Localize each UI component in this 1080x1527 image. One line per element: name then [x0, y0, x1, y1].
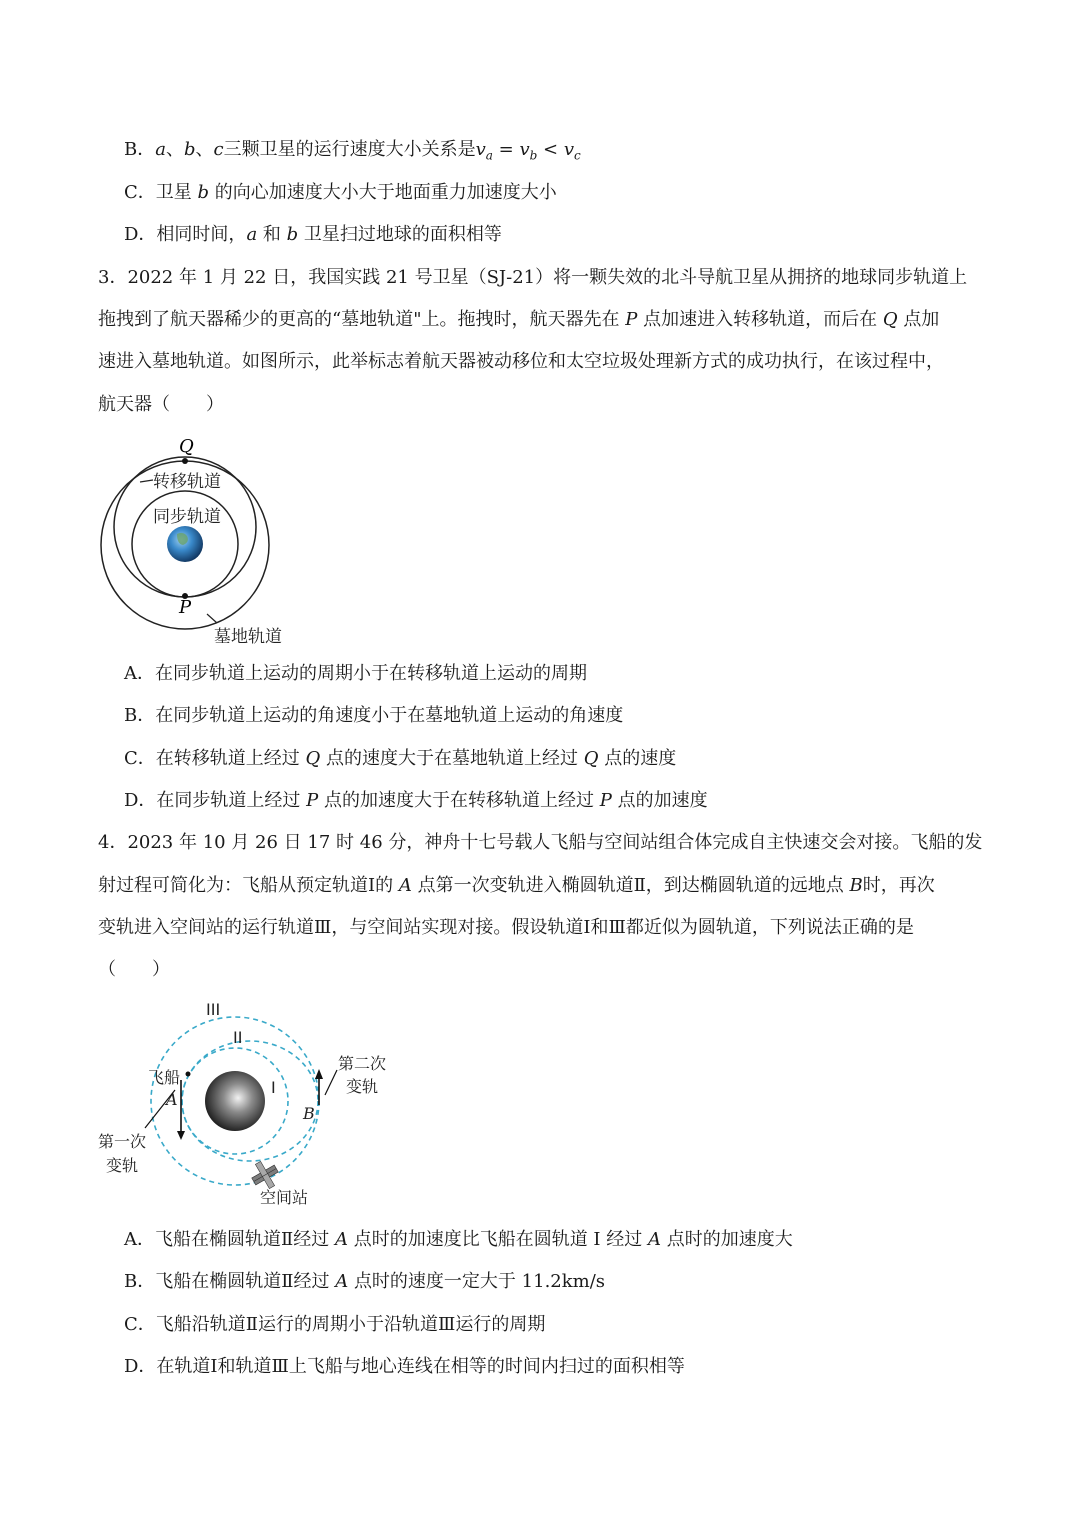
second-change-leader-line	[325, 1070, 337, 1095]
figure-label-q: Q	[179, 436, 194, 457]
figure-label-III: III	[206, 1000, 221, 1019]
q3-option-b: B．在同步轨道上运动的角速度小于在墓地轨道上运动的角速度	[124, 705, 624, 726]
figure-label-second-change-1: 第二次	[338, 1054, 387, 1073]
option-label: C．卫星	[124, 182, 192, 203]
q3-option-a: A．在同步轨道上运动的周期小于在转移轨道上运动的周期	[124, 663, 587, 684]
option-text: 点的加速度	[617, 790, 708, 811]
option-text: 的向心加速度大小大于地面重力加速度大小	[214, 182, 557, 203]
point-a: A	[648, 1229, 661, 1250]
formula: $v_a = v_b < v_c$	[475, 139, 581, 163]
q3-stem-line-4: 航天器（ ）	[98, 394, 224, 415]
option-label: B．	[124, 139, 156, 160]
stem-text: 射过程可简化为：飞船从预定轨道Ⅰ的	[98, 875, 394, 896]
var-a: a	[246, 224, 258, 245]
point-p: P	[599, 790, 612, 811]
separator: 、	[195, 139, 214, 160]
figure-label-I: I	[271, 1078, 276, 1097]
option-label: D．相同时间，	[124, 224, 247, 245]
var-b: b	[197, 182, 210, 203]
option-text: 点时的速度一定大于 11.2km/s	[353, 1271, 606, 1292]
point-q: Q	[882, 309, 898, 330]
q2-option-b	[124, 138, 581, 168]
point-q: Q	[583, 748, 599, 769]
figure-label-a: A	[166, 1090, 178, 1109]
q4-option-c: C．飞船沿轨道Ⅱ运行的周期小于沿轨道Ⅲ运行的周期	[124, 1314, 546, 1335]
figure-label-grave: 墓地轨道	[214, 627, 282, 647]
figure-label-sync: 同步轨道	[153, 507, 221, 527]
point-p: P	[625, 309, 638, 330]
point-b: B	[849, 875, 863, 896]
ship-dot	[186, 1072, 191, 1077]
figure-label-II: II	[233, 1028, 243, 1047]
option-text: 和	[262, 224, 281, 245]
option-text: A．飞船在椭圆轨道Ⅱ经过	[124, 1229, 330, 1250]
point-q: Q	[305, 748, 321, 769]
var-b: b	[183, 139, 196, 160]
q3-option-c	[124, 747, 676, 771]
option-text: 点的速度	[604, 748, 677, 769]
q4-stem-line-2	[98, 874, 935, 898]
q4-stem-line-4: （ ）	[98, 959, 170, 980]
separator: 、	[165, 139, 184, 160]
option-text: C．在转移轨道上经过	[124, 748, 300, 769]
q4-option-d: D．在轨道Ⅰ和轨道Ⅲ上飞船与地心连线在相等的时间内扫过的面积相等	[124, 1356, 685, 1377]
var-b: b	[286, 224, 299, 245]
q4-stem-line-1: 4．2023 年 10 月 26 日 17 时 46 分，神舟十七号载人飞船与空间站组合体完成自主快速交会对接。飞船的发	[98, 832, 983, 853]
var-c: c	[213, 139, 224, 160]
figure-label-first-change-1: 第一次	[98, 1132, 147, 1151]
option-text: 卫星扫过地球的面积相等	[303, 224, 502, 245]
var-a: a	[155, 139, 166, 160]
option-text: 三颗卫星的运行速度大小关系是	[223, 139, 476, 160]
q3-orbit-figure	[95, 430, 305, 650]
earth-icon	[205, 1071, 265, 1131]
option-text: D．在同步轨道上经过	[124, 790, 301, 811]
q4-orbit-figure	[95, 995, 415, 1210]
option-text: 点的加速度大于在转移轨道上经过	[324, 790, 595, 811]
figure-label-ship: 飞船	[148, 1068, 181, 1087]
figure-label-b: B	[303, 1104, 315, 1123]
arrowhead-up-icon	[315, 1069, 323, 1079]
option-text: 点的速度大于在墓地轨道上经过	[326, 748, 579, 769]
figure-label-p: P	[179, 597, 192, 618]
stem-text: 拖拽到了航天器稀少的更高的“墓地轨道"上。拖拽时，航天器先在	[98, 309, 620, 330]
q2-option-d	[124, 223, 502, 247]
stem-text: 点加	[903, 309, 940, 330]
point-a: A	[398, 875, 412, 896]
stem-text: 时，再次	[862, 875, 935, 896]
stem-text: 点加速进入转移轨道，而后在	[643, 309, 878, 330]
point-a: A	[334, 1229, 348, 1250]
q3-stem-line-1: 3．2022 年 1 月 22 日，我国实践 21 号卫星（SJ-21）将一颗失效的北斗导航卫星从拥挤的地球同步轨道上	[98, 267, 968, 288]
point-p: P	[306, 790, 319, 811]
grave-leader-line	[207, 614, 217, 623]
transfer-leader-line	[140, 480, 153, 482]
option-text: B．飞船在椭圆轨道Ⅱ经过	[124, 1271, 330, 1292]
figure-label-transfer: 转移轨道	[153, 472, 221, 492]
q4-option-b	[124, 1270, 605, 1294]
q3-stem-line-2	[98, 308, 939, 332]
option-text: 点时的加速度比飞船在圆轨道 I 经过	[353, 1229, 643, 1250]
figure-label-station: 空间站	[260, 1188, 309, 1207]
point-q-dot	[182, 458, 188, 464]
q3-stem-line-3: 速进入墓地轨道。如图所示，此举标志着航天器被动移位和太空垃圾处理新方式的成功执行，在该过程中，	[98, 351, 944, 372]
stem-text: 点第一次变轨进入椭圆轨道Ⅱ，到达椭圆轨道的远地点	[417, 875, 844, 896]
q4-stem-line-3: 变轨进入空间站的运行轨道Ⅲ，与空间站实现对接。假设轨道Ⅰ和Ⅲ都近似为圆轨道，下列说法正确的是	[98, 917, 914, 938]
arrowhead-down-icon	[177, 1131, 185, 1140]
q2-option-c	[124, 181, 557, 205]
figure-label-second-change-2: 变轨	[346, 1077, 379, 1096]
q4-option-a	[124, 1228, 793, 1252]
option-text: 点时的加速度大	[666, 1229, 793, 1250]
earth-icon	[167, 526, 203, 562]
point-a: A	[335, 1271, 349, 1292]
q3-option-d	[124, 789, 708, 813]
figure-label-first-change-2: 变轨	[106, 1156, 139, 1175]
